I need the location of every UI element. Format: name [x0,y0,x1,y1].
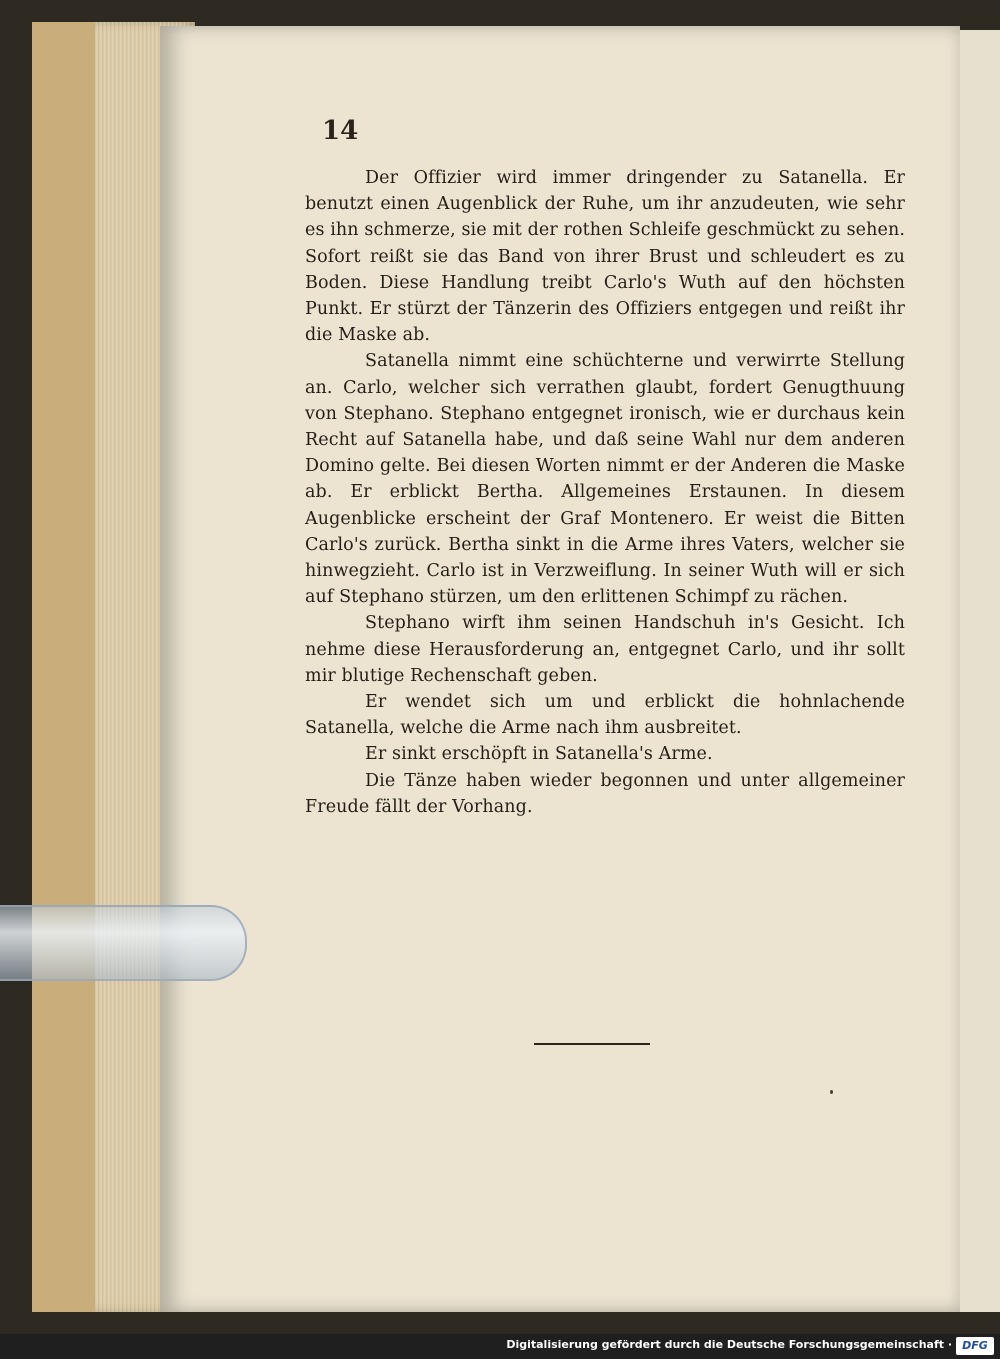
dfg-logo-icon: DFG [956,1337,994,1355]
paragraph-3: Stephano wirft ihm seinen Handschuh in's Gesicht. Ich nehme diese Herausforderung an, entgegnet Carlo, und ihr sollt mir blutige Rechenschaft geben. [305,613,905,686]
paper-speck [830,1090,833,1094]
footer-bar [0,1334,1000,1359]
paragraph-6: Die Tänze haben wieder begonnen und unter allgemeiner Freude fällt der Vorhang. [305,770,905,817]
body-text [305,165,905,820]
page-number: 14 [322,116,359,146]
page-holder-clip [0,905,247,981]
paragraph-2: Satanella nimmt eine schüchterne und verwirrte Stellung an. Carlo, welcher sich verrathen glaubt, fordert Genugthuung von Stephano. Stephano entgegnet ironisch, wie er durchaus kein Recht auf Satanella habe, und daß seine Wahl nur dem anderen Domino gelte. Bei diesen Worten nimmt er der Anderen die Maske ab. Er erblickt Bertha. Allgemeines Erstaunen. In diesem Augenblicke erscheint der Graf Montenero. Er weist die Bitten Carlo's zurück. Bertha sinkt in die Arme ihres Vaters, welcher sie hinwegzieht. Carlo ist in Verzweiflung. In seiner Wuth will er sich auf Stephano stürzen, um den erlittenen Schimpf zu rächen. [305,351,905,608]
paragraph-4: Er wendet sich um und erblickt die hohnlachende Satanella, welche die Arme nach ihm ausbreitet. [305,692,905,739]
paragraph-5: Er sinkt erschöpft in Satanella's Arme. [365,744,713,765]
paragraph-1: Der Offizier wird immer dringender zu Satanella. Er benutzt einen Augenblick der Ruhe, um ihr anzudeuten, wie sehr es ihn schmerze, sie mit der rothen Schleife geschmückt zu sehen. Sofort reißt sie das Band von ihrer Brust und schleudert es zu Boden. Diese Handlung treibt Carlo's Wuth auf den höchsten Punkt. Er stürzt der Tänzerin des Offiziers entgegen und reißt ihr die Maske ab. [305,168,905,346]
funding-notice: Digitalisierung gefördert durch die Deutsche Forschungsgemeinschaft · [506,1338,952,1351]
end-rule [534,1043,650,1045]
